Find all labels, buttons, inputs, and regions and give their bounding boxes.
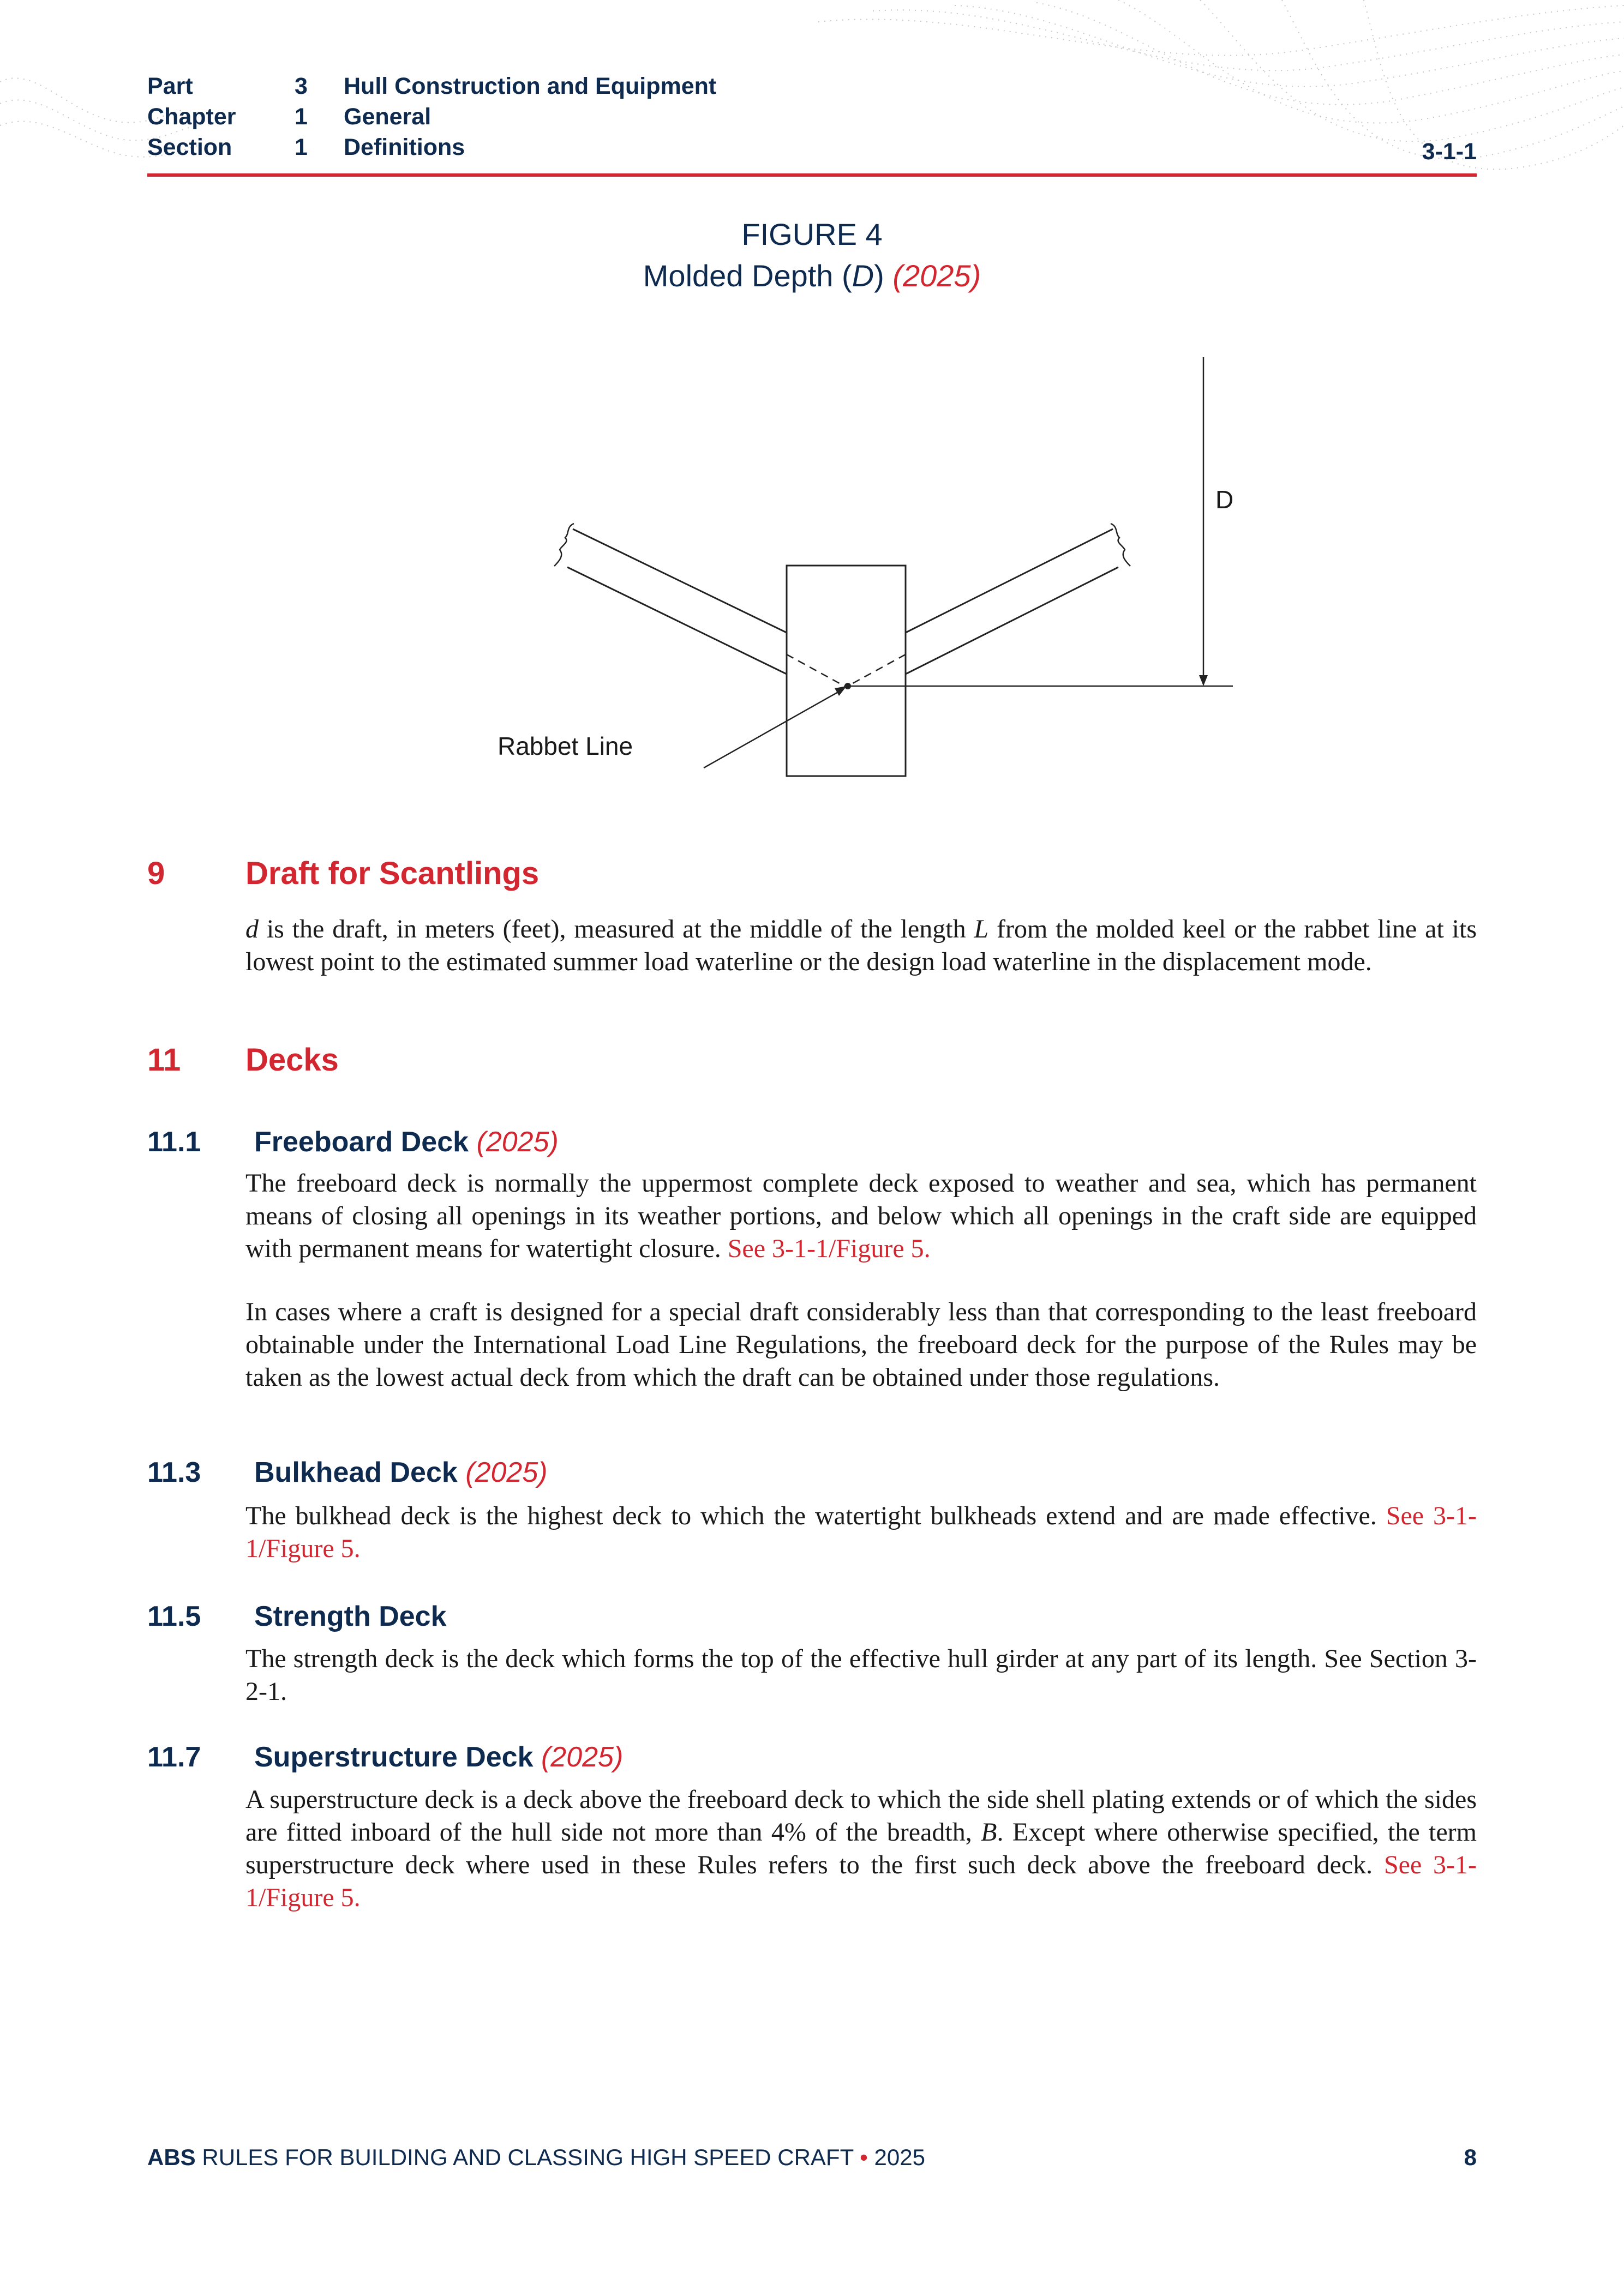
header-section-key: Section xyxy=(147,134,232,160)
header-part-key: Part xyxy=(147,73,193,99)
subsection-11-5-title: Strength Deck xyxy=(254,1601,447,1632)
footer-org: ABS xyxy=(147,2144,196,2170)
subsection-11-7-heading xyxy=(147,1741,623,1774)
freeboard-deck-paragraph-1 xyxy=(245,1167,1477,1265)
freeboard-deck-text-1: The freeboard deck is normally the uppermost complete deck exposed to weather and sea, which has permanent means of closing all openings in its weather portions, and below which all openings in the craft side are equipped with permanent means for watertight closure. xyxy=(245,1169,1477,1263)
subsection-11-5-number: 11.5 xyxy=(147,1601,201,1632)
section-reference: 3-1-1 xyxy=(1422,139,1477,165)
right-break-brace xyxy=(1111,524,1130,566)
section-9-title: Draft for Scantlings xyxy=(245,856,540,891)
left-break-brace xyxy=(554,524,574,566)
draft-symbol: d xyxy=(245,915,259,943)
keel-box xyxy=(787,566,906,776)
subsection-11-7-number: 11.7 xyxy=(147,1741,201,1773)
subsection-11-3-number: 11.3 xyxy=(147,1457,201,1488)
section-9-heading xyxy=(147,855,539,892)
subsection-11-3-heading xyxy=(147,1456,548,1489)
header-section-title: Definitions xyxy=(344,134,465,160)
subsection-11-1-year: (2025) xyxy=(476,1126,559,1158)
rabbet-point xyxy=(844,683,851,689)
depth-arrow-head xyxy=(1199,675,1208,686)
section-9-text-a: is the draft, in meters (feet), measured at the middle of the length xyxy=(259,915,974,943)
subsection-11-5-heading xyxy=(147,1600,447,1633)
section-11-title: Decks xyxy=(245,1042,339,1078)
footer-year: 2025 xyxy=(867,2144,925,2170)
subsection-11-1-title: Freeboard Deck xyxy=(254,1126,469,1158)
superstructure-deck-paragraph xyxy=(245,1783,1477,1914)
molded-depth-diagram xyxy=(0,0,1624,818)
left-dashed-extension xyxy=(787,654,844,686)
subsection-11-1-heading xyxy=(147,1126,559,1158)
subsection-11-3-title: Bulkhead Deck xyxy=(254,1457,458,1488)
depth-label: D xyxy=(1215,485,1234,514)
left-plate-lower-edge xyxy=(567,567,787,674)
bulkhead-deck-paragraph xyxy=(245,1500,1477,1565)
length-symbol: L xyxy=(974,915,989,943)
superstructure-deck-figure-link[interactable]: See 3-1-1/Figure 5. xyxy=(245,1850,1477,1912)
figure-year: (2025) xyxy=(892,259,981,293)
figure-caption-symbol: D xyxy=(852,259,874,293)
footer-title: RULES FOR BUILDING AND CLASSING HIGH SPEED CRAFT xyxy=(195,2144,860,2170)
section-11-heading xyxy=(147,1042,339,1078)
superstructure-deck-text-a: A superstructure deck is a deck above the freeboard deck to which the side shell plating extends or of which the sides are fitted inboard of the hull side not more than 4% of the breadth, xyxy=(245,1785,1477,1847)
left-plate-upper-edge xyxy=(573,529,787,633)
subsection-11-1-number: 11.1 xyxy=(147,1126,201,1158)
subsection-11-7-year: (2025) xyxy=(541,1741,624,1773)
section-11-number: 11 xyxy=(147,1042,181,1078)
footer-bullet: • xyxy=(860,2144,868,2170)
superstructure-deck-text-b: . Except where otherwise specified, the term superstructure deck where used in these Rules refers to the first such deck above the freeboard deck. xyxy=(245,1818,1477,1879)
bulkhead-deck-figure-link[interactable]: See 3-1-1/Figure 5. xyxy=(245,1501,1477,1563)
subsection-11-3-year: (2025) xyxy=(465,1457,548,1488)
right-plate-lower-edge xyxy=(906,567,1118,674)
header-part-num: 3 xyxy=(295,73,308,99)
figure-caption-prefix: Molded Depth ( xyxy=(643,259,852,293)
header-section-num: 1 xyxy=(295,134,308,160)
rabbet-line-label: Rabbet Line xyxy=(498,732,633,760)
breadth-symbol: B xyxy=(981,1818,997,1847)
figure-label: FIGURE 4 xyxy=(741,217,883,251)
right-dashed-extension xyxy=(848,654,906,686)
section-9-number: 9 xyxy=(147,856,165,891)
bulkhead-deck-text: The bulkhead deck is the highest deck to which the watertight bulkheads extend and are made effective. xyxy=(245,1501,1386,1530)
subsection-11-7-title: Superstructure Deck xyxy=(254,1741,534,1773)
header-part-title: Hull Construction and Equipment xyxy=(344,73,717,99)
page-number: 8 xyxy=(1464,2144,1477,2170)
page-footer xyxy=(147,2144,1477,2171)
header-chapter-title: General xyxy=(344,104,432,130)
rabbet-leader-line xyxy=(704,692,839,768)
freeboard-deck-paragraph-2: In cases where a craft is designed for a special draft considerably less than that corresponding to the least freeboard obtainable under the International Load Line Regulations, the freeboard deck for the purpose of the Rules may be taken as the lowest actual deck from which the draft can be obtained under those regulations. xyxy=(245,1297,1477,1392)
section-9-text-b: from the molded keel or the rabbet line at its lowest point to the estimated summer load waterline or the design load waterline in the displacement mode. xyxy=(245,915,1477,976)
figure-caption-suffix: ) xyxy=(874,259,884,293)
section-9-paragraph xyxy=(245,913,1477,978)
header-chapter-key: Chapter xyxy=(147,104,236,130)
strength-deck-paragraph: The strength deck is the deck which forms the top of the effective hull girder at any part of its length. See Section 3-2-1. xyxy=(245,1644,1477,1706)
right-plate-upper-edge xyxy=(906,529,1113,633)
freeboard-deck-figure-link[interactable]: See 3-1-1/Figure 5. xyxy=(727,1234,931,1263)
header-chapter-num: 1 xyxy=(295,104,308,130)
